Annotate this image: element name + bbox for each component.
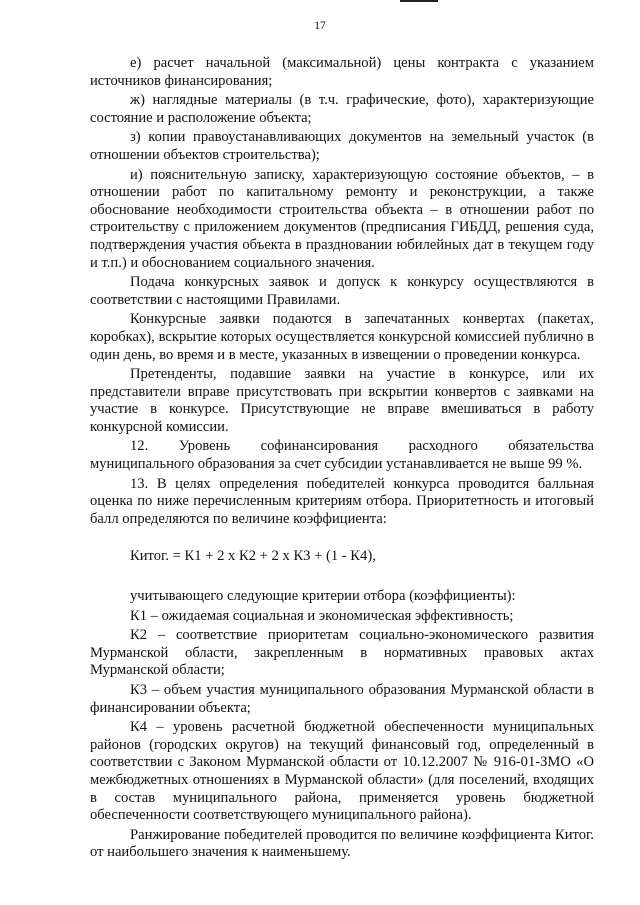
paragraph-item-e: е) расчет начальной (максимальной) цены контракта с указанием источников финансирования; [90,55,594,89]
paragraph-submission: Подача конкурсных заявок и допуск к конкурсу осуществляются в соответствии с настоящими Правилами. [90,274,594,308]
paragraph-section-12: 12. Уровень софинансирования расходного обязательства муниципального образования за счет субсидии устанавливается не выше 99 %. [90,438,594,473]
paragraph-criteria-intro: учитывающего следующие критерии отбора (коэффициенты): [130,588,516,605]
paragraph-item-i: и) пояснительную записку, характеризующую состояние объектов, – в отношении работ по капитальному ремонту и реконструкции, а также обоснование необходимости строительства объекта – в отношении работ по строительству с приложением документов (предписания ГИБДД, решения суда, подтверждения участия объекта в праздновании юбилейных дат в текущем году и т.п.) и обоснованием социального значения. [90,166,594,271]
paragraph-k4: К4 – уровень расчетной бюджетной обеспеченности муниципальных районов (городских округов) на текущий финансовый год, определенный в соответствии с Законом Мурманской области от 10.12.2007 № 916-01-ЗМО «О межбюджетных отношениях в Мурманской области» (для поселений, входящих в состав муниципального района, применяется уровень бюджетной обеспеченности соответствующего муниципального района). [90,719,594,824]
paragraph-k2: К2 – соответствие приоритетам социально-экономического развития Мурманской области, закрепленным в нормативных правовых актах Мурманской области; [90,627,594,679]
document-body [90,55,594,864]
paragraph-section-13: 13. В целях определения победителей конкурса проводится балльная оценка по ниже перечисленным критериям отбора. Приоритетность и итоговый балл определяются по величине коэффициента: [90,475,594,527]
formula-k-total: Китог. = К1 + 2 х К2 + 2 х К3 + (1 - К4), [130,548,376,565]
paragraph-k1: К1 – ожидаемая социальная и экономическая эффективность; [130,607,514,624]
paragraph-item-z: з) копии правоустанавливающих документов на земельный участок (в отношении объектов строительства); [90,129,594,163]
paragraph-ranking: Ранжирование победителей проводится по величине коэффициента Китог. от наибольшего значения к наименьшему. [90,826,594,861]
paragraph-k3: К3 – объем участия муниципального образования Мурманской области в финансировании объекта; [90,682,594,716]
paragraph-sealed-envelopes: Конкурсные заявки подаются в запечатанных конвертах (пакетах, коробках), вскрытие которых осуществляется конкурсной комиссией публично в один день, во время и в месте, указанных в извещении о проведении конкурса. [90,311,594,363]
scan-top-mark [400,0,438,2]
page-number: 17 [314,20,326,32]
paragraph-applicants: Претенденты, подавшие заявки на участие в конкурсе, или их представители вправе присутствовать при вскрытии конвертов с заявками на участие в конкурсе. Присутствующие не вправе вмешиваться в работу конкурсной комиссии. [90,366,594,435]
paragraph-item-zh: ж) наглядные материалы (в т.ч. графические, фото), характеризующие состояние и расположение объекта; [90,92,594,126]
